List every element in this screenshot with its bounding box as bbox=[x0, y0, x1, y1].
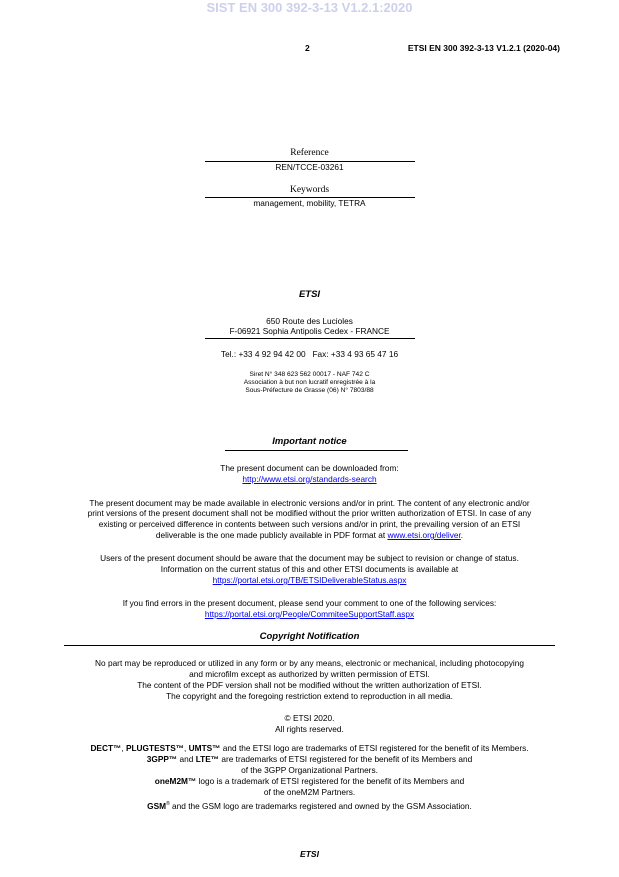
rights-reserved: All rights reserved. bbox=[275, 724, 344, 734]
siret-line: Siret N° 348 623 562 00017 - NAF 742 C bbox=[249, 371, 370, 378]
copyright-line: and microfilm except as authorized by written permission of ETSI. bbox=[189, 669, 430, 679]
reference-value: REN/TCCE-03261 bbox=[275, 162, 344, 172]
header-doc-id: ETSI EN 300 392-3-13 V1.2.1 (2020-04) bbox=[407, 43, 560, 53]
deliver-link[interactable]: www.etsi.org/deliver bbox=[387, 530, 461, 540]
phone-fax: Tel.: +33 4 92 94 42 00 Fax: +33 4 93 65 47 16 bbox=[220, 349, 399, 359]
notice-line: Users of the present document should be aware that the document may be subject to revision or change of status. bbox=[100, 553, 519, 563]
document-page: SIST EN 300 392-3-13 V1.2.1:2020 2 ETSI EN 300 392-3-13 V1.2.1 (2020-04) Reference REN/TCCE-03261 Keywords management, mobility, TETRA ETSI 650 Route des Lucioles F-06921 Sophia Antipolis Cedex - FRANCE Tel.: +33 4 92 94 42 00 Fax: +33 4 93 65 47 16 Siret N° 348 623 562 00017 - NAF 742 C Association à but non lucratif enregistrée à la Sous-Préfecture de Grasse (06) N° 7803/88 Important notice The present document can be downloaded from: http://www.etsi.org/standards-search The present document may be made available in electronic versions and/or in print. The content of any electronic and/or print versions of the present document shall not be modified without the prior written authorization of ETSI. In case of any existing or perceived difference in contents between such versions and/or in print, the prevailing version of an ETSI deliverable is the one made publicly available in PDF format at www.etsi.org/deliver. Users of the present document should be aware that the document may be subject to revision or change of status. Information on the current status of this and other ETSI documents is available at https://portal.etsi.org/TB/ETSIDeliverableStatus.aspx If you find errors in the present document, please send your comment to one of the following services: https://portal.etsi.org/People/CommiteeSupportStaff.aspx Copyright Notification No part may be reproduced or utilized in any form or by any means, electronic or mechanical, including photocopying and microfilm except as authorized by written permission of ETSI. The content of the PDF version shall not be modified without the written authorization of ETSI. The copyright and the foregoing restriction extend to reproduction in all media. © ETSI 2020. All rights reserved. DECT™, PLUGTESTS™, UMTS™ and the ETSI logo are trademarks of ETSI registered for the benefit of its Members. 3GPP™ and LTE™ are trademarks of ETSI registered for the benefit of its Members and of the 3GPP Organizational Partners. oneM2M™ logo is a trademark of ETSI registered for the benefit of its Members and of the oneM2M Partners. GSM® and the GSM logo are trademarks registered and owned by the GSM Association. ETSI bbox=[0, 0, 619, 877]
copyright-title: Copyright Notification bbox=[259, 631, 360, 642]
divider bbox=[205, 338, 415, 339]
notice-line: existing or perceived difference in contents between such versions and/or in print, the prevailing version of an ETSI bbox=[98, 519, 521, 529]
watermark: SIST EN 300 392-3-13 V1.2.1:2020 bbox=[206, 0, 413, 15]
siret-line: Sous-Préfecture de Grasse (06) N° 7803/88 bbox=[245, 387, 374, 394]
copyright-line: No part may be reproduced or utilized in any form or by any means, electronic or mechanical, including photocopying bbox=[95, 658, 524, 668]
keywords-label: Keywords bbox=[289, 185, 330, 195]
support-staff-link[interactable]: https://portal.etsi.org/People/CommiteeSupportStaff.aspx bbox=[204, 609, 415, 619]
org-name: ETSI bbox=[298, 289, 321, 300]
important-notice-title: Important notice bbox=[272, 436, 347, 447]
notice-line: deliverable is the one made publicly available in PDF format at bbox=[155, 530, 388, 540]
reference-label: Reference bbox=[290, 148, 329, 158]
copyright-line: The copyright and the foregoing restriction extend to reproduction in all media. bbox=[166, 691, 453, 701]
trademark-line: GSM® and the GSM logo are trademarks registered and owned by the GSM Association. bbox=[147, 800, 472, 811]
page-number: 2 bbox=[305, 43, 310, 53]
standards-search-link[interactable]: http://www.etsi.org/standards-search bbox=[242, 474, 377, 484]
trademark-line: of the oneM2M Partners. bbox=[263, 787, 356, 797]
notice-line: Information on the current status of this and other ETSI documents is available at bbox=[160, 564, 459, 574]
notice-line: If you find errors in the present document, please send your comment to one of the following services: bbox=[122, 598, 497, 608]
trademark-line: 3GPP™ and LTE™ are trademarks of ETSI registered for the benefit of its Members and bbox=[146, 754, 473, 764]
deliverable-status-link[interactable]: https://portal.etsi.org/TB/ETSIDeliverableStatus.aspx bbox=[212, 575, 407, 585]
keywords-value: management, mobility, TETRA bbox=[253, 198, 366, 208]
notice-line: The present document may be made available in electronic versions and/or in print. The content of any electronic and/or bbox=[89, 498, 530, 508]
copyright-year: © ETSI 2020. bbox=[284, 713, 335, 723]
siret-line: Association à but non lucratif enregistrée à la bbox=[243, 379, 376, 386]
download-text: The present document can be downloaded from: bbox=[220, 463, 399, 473]
divider bbox=[64, 645, 555, 646]
trademark-line: oneM2M™ logo is a trademark of ETSI registered for the benefit of its Members and bbox=[154, 776, 465, 786]
trademark-line: of the 3GPP Organizational Partners. bbox=[241, 765, 378, 775]
footer: ETSI bbox=[300, 849, 319, 859]
divider bbox=[225, 450, 408, 451]
address-line: F-06921 Sophia Antipolis Cedex - FRANCE bbox=[229, 326, 390, 336]
notice-line: print versions of the present document shall not be modified without the prior written authorization of ETSI. In case of any bbox=[87, 508, 532, 518]
address-line: 650 Route des Lucioles bbox=[266, 316, 353, 326]
trademark-line: DECT™, PLUGTESTS™, UMTS™ and the ETSI logo are trademarks of ETSI registered for the benefit of its Members. bbox=[90, 743, 529, 753]
copyright-line: The content of the PDF version shall not be modified without the written authorization of ETSI. bbox=[137, 680, 482, 690]
